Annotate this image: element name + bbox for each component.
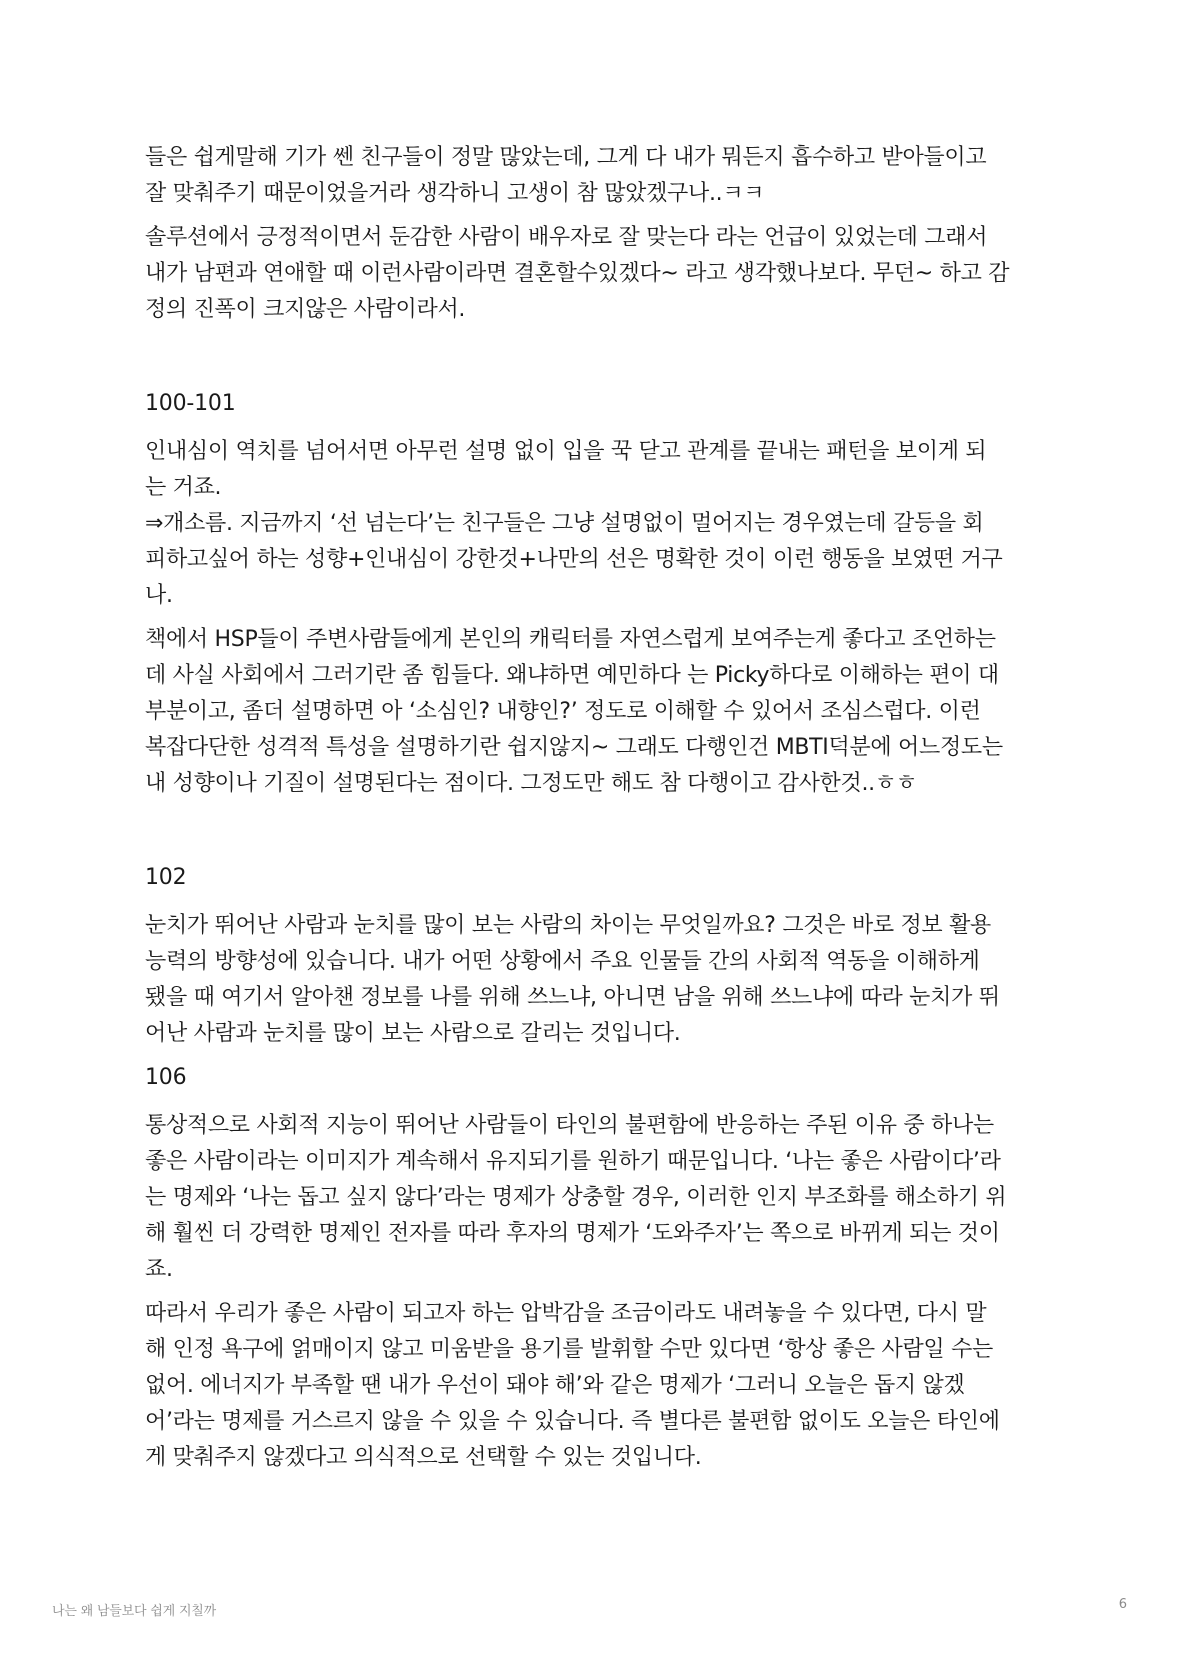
document-body [145,140,1045,1476]
section-paragraph: 눈치가 뛰어난 사람과 눈치를 많이 보는 사람의 차이는 무엇일까요? 그것은 바로 정보 활용 능력의 방향성에 있습니다. 내가 어떤 상황에서 주요 인물들 간의 사회적 역동을 이해하게 됐을 때 여기서 알아챈 정보를 나를 위해 쓰느냐, 아니면 남을 위해 쓰느냐에 따라 눈치가 뛰 어난 사람과 눈치를 많이 보는 사람으로 갈리는 것입니다. [145,913,1000,1046]
section-paragraph: 따라서 우리가 좋은 사람이 되고자 하는 압박감을 조금이라도 내려놓을 수 있다면, 다시 말 해 인정 욕구에 얽매이지 않고 미움받을 용기를 발휘할 수만 있다면 ‘항상 좋은 사람일 수는 없어. 에너지가 부족할 땐 내가 우선이 돼야 해’와 같은 명제가 ‘그러니 오늘은 돕지 않겠 어’라는 명제를 거스르지 않을 수 있을 수 있습니다. 즉 별다른 불편함 없이도 오늘은 타인에 게 맞춰주지 않겠다고 의식적으로 선택할 수 있는 것입니다. [145,1301,1000,1470]
intro-paragraph-1: 들은 쉽게말해 기가 쎈 친구들이 정말 많았는데, 그게 다 내가 뭐든지 흡수하고 받아들이고 잘 맞춰주기 때문이었을거라 생각하니 고생이 참 많았겠구나..ㅋㅋ [145,145,987,206]
section-paragraph: 인내심이 역치를 넘어서면 아무런 설명 없이 입을 꾹 닫고 관계를 끝내는 패턴을 보이게 되 는 거죠. ⇒개소름. 지금까지 ‘선 넘는다’는 친구들은 그냥 설명없이 멀어지는 경우였는데 갈등을 회 피하고싶어 하는 성향+인내심이 강한것+나만의 선은 명확한 것이 이런 행동을 보였떤 거구 나. [145,439,1003,608]
section-paragraph: 통상적으로 사회적 지능이 뛰어난 사람들이 타인의 불편함에 반응하는 주된 이유 중 하나는 좋은 사람이라는 이미지가 계속해서 유지되기를 원하기 때문입니다. ‘나는 좋은 사람이다’라 는 명제와 ‘나는 돕고 싶지 않다’라는 명제가 상충할 경우, 이러한 인지 부조화를 해소하기 위 해 훨씬 더 강력한 명제인 전자를 따라 후자의 명제가 ‘도와주자’는 쪽으로 바뀌게 되는 것이 죠. [145,1113,1007,1282]
section-heading: 106 [145,1065,187,1090]
section-heading: 102 [145,865,187,890]
footer-book-title: 나는 왜 남들보다 쉽게 지칠까 [52,1604,217,1619]
footer-page-number: 6 [1118,1597,1127,1612]
section-106 [145,1060,1045,1476]
section-102 [145,860,1045,1052]
section-100-101 [145,386,1045,802]
intro-paragraph-2: 솔루션에서 긍정적이면서 둔감한 사람이 배우자로 잘 맞는다 라는 언급이 있었는데 그래서 내가 남편과 연애할 때 이런사람이라면 결혼할수있겠다~ 라고 생각했나보다. 무던~ 하고 감 정의 진폭이 크지않은 사람이라서. [145,225,1010,322]
section-paragraph: 책에서 HSP들이 주변사람들에게 본인의 캐릭터를 자연스럽게 보여주는게 좋다고 조언하는 데 사실 사회에서 그러기란 좀 힘들다. 왜냐하면 예민하다 는 Picky하다로 이해하는 편이 대 부분이고, 좀더 설명하면 아 ‘소심인? 내향인?’ 정도로 이해할 수 있어서 조심스럽다. 이런 복잡다단한 성격적 특성을 설명하기란 쉽지않지~ 그래도 다행인건 MBTI덕분에 어느정도는 내 성향이나 기질이 설명된다는 점이다. 그정도만 해도 참 다행이고 감사한것..ㅎㅎ [145,627,1003,796]
section-heading: 100-101 [145,391,236,416]
